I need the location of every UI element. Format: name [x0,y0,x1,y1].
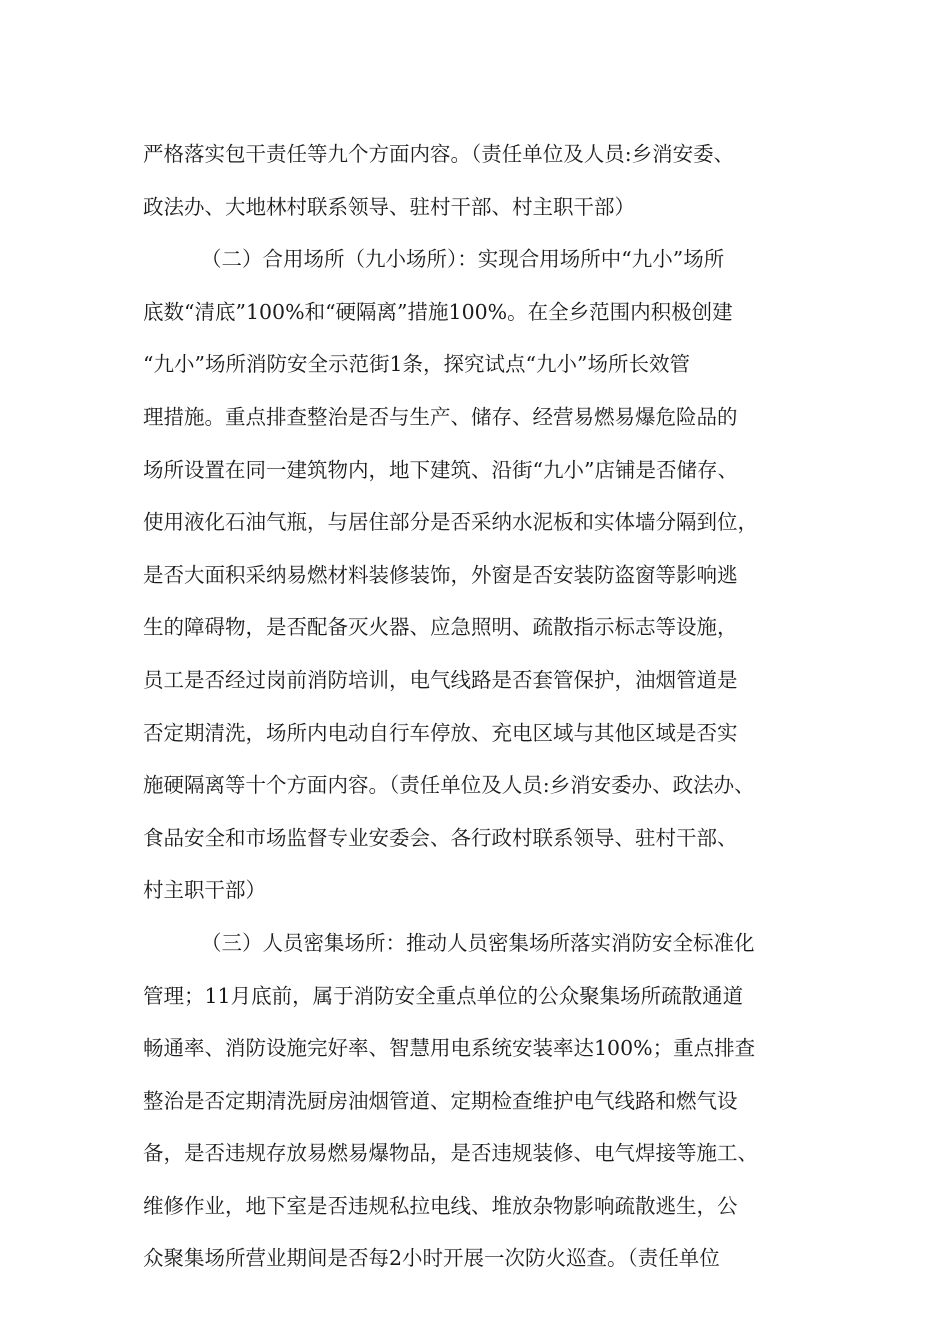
text-line: 理措施。重点排查整治是否与生产、储存、经营易燃易爆危险品的 [143,404,738,429]
text-line: 备，是否违规存放易燃易爆物品，是否违规装修、电气焊接等施工、 [143,1141,758,1166]
text-line: 管理；11月底前，属于消防安全重点单位的公众聚集场所疏散通道 [143,983,744,1008]
text-line: 众聚集场所营业期间是否每2小时开展一次防火巡查。（责任单位 [143,1246,720,1271]
text-line: 场所设置在同一建筑物内，地下建筑、沿街“九小”店铺是否储存、 [143,457,738,482]
text-line: 整治是否定期清洗厨房油烟管道、定期检查维护电气线路和燃气设 [143,1088,738,1113]
text-line: 村主职干部） [143,878,266,903]
text-line: 畅通率、消防设施完好率、智慧用电系统安装率达100%；重点排查 [143,1036,756,1061]
text-line: 使用液化石油气瓶，与居住部分是否采纳水泥板和实体墙分隔到位， [143,510,758,535]
text-line: 员工是否经过岗前消防培训，电气线路是否套管保护，油烟管道是 [143,667,738,692]
text-line: 底数“清底”100%和“硬隔离”措施100%。在全乡范围内积极创建 [143,299,733,324]
text-line: 否定期清洗，场所内电动自行车停放、充电区域与其他区域是否实 [143,720,738,745]
text-line: 严格落实包干责任等九个方面内容。（责任单位及人员:乡消安委、 [143,142,735,166]
section-heading-line: （三）人员密集场所：推动人员密集场所落实消防安全标准化 [201,930,755,955]
body-text [143,128,815,1285]
text-line: 食品安全和市场监督专业安委会、各行政村联系领导、驻村干部、 [143,825,738,850]
text-line: 维修作业，地下室是否违规私拉电线、堆放杂物影响疏散逃生，公 [143,1193,738,1218]
text-line: “九小”场所消防安全示范街1条，探究试点“九小”场所长效管 [143,352,690,377]
section-heading-line: （二）合用场所（九小场所）：实现合用场所中“九小”场所 [201,247,725,272]
text-line: 施硬隔离等十个方面内容。（责任单位及人员:乡消安委办、政法办、 [143,773,755,798]
text-line: 生的障碍物，是否配备灭火器、应急照明、疏散指示标志等设施， [143,615,738,640]
text-line: 政法办、大地林村联系领导、驻村干部、村主职干部） [143,194,635,219]
text-line: 是否大面积采纳易燃材料装修装饰，外窗是否安装防盗窗等影响逃 [143,562,738,587]
